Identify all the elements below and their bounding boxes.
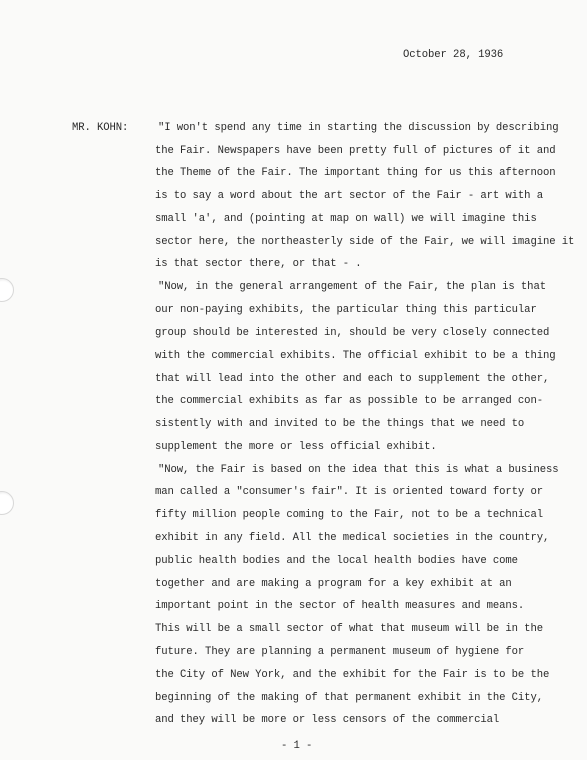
body-line: "Now, in the general arrangement of the Fair, the plan is that (158, 281, 546, 293)
body-line: and they will be more or less censors of the commercial (155, 714, 500, 726)
body-line: our non-paying exhibits, the particular thing this particular (155, 304, 537, 316)
body-line: the City of New York, and the exhibit for the Fair is to be the (155, 669, 550, 681)
body-line: exhibit in any field. All the medical societies in the country, (155, 532, 550, 544)
body-line: important point in the sector of health measures and means. (155, 600, 525, 612)
body-line: is that sector there, or that - . (155, 258, 362, 270)
body-line: is to say a word about the art sector of the Fair - art with a (155, 190, 543, 202)
speaker-label: MR. KOHN: (72, 122, 129, 134)
body-line: supplement the more or less official exhibit. (155, 441, 437, 453)
body-line: fifty million people coming to the Fair, not to be a technical (155, 509, 543, 521)
body-line: small 'a', and (pointing at map on wall) we will imagine this (155, 213, 537, 225)
body-line: the Theme of the Fair. The important thing for us this afternoon (155, 167, 556, 179)
body-line: sistently with and invited to be the things that we need to (155, 418, 525, 430)
body-line: "I won't spend any time in starting the discussion by describing (158, 122, 559, 134)
body-line: sector here, the northeasterly side of the Fair, we will imagine it (155, 236, 575, 248)
document-date: October 28, 1936 (403, 49, 504, 61)
punch-hole-top (0, 278, 14, 302)
body-line: future. They are planning a permanent museum of hygiene for (155, 646, 525, 658)
punch-hole-bottom (0, 491, 14, 515)
body-line: man called a "consumer's fair". It is oriented toward forty or (155, 486, 543, 498)
body-line: beginning of the making of that permanent exhibit in the City, (155, 692, 543, 704)
body-line: with the commercial exhibits. The official exhibit to be a thing (155, 350, 556, 362)
body-line: the commercial exhibits as far as possible to be arranged con- (155, 395, 543, 407)
body-line: group should be interested in, should be very closely connected (155, 327, 550, 339)
body-line: together and are making a program for a key exhibit at an (155, 578, 512, 590)
page-number: - 1 - (281, 740, 313, 752)
body-line: "Now, the Fair is based on the idea that this is what a business (158, 464, 559, 476)
body-line: the Fair. Newspapers have been pretty full of pictures of it and (155, 145, 556, 157)
body-line: This will be a small sector of what that museum will be in the (155, 623, 543, 635)
body-line: that will lead into the other and each to supplement the other, (155, 373, 550, 385)
body-line: public health bodies and the local health bodies have come (155, 555, 518, 567)
